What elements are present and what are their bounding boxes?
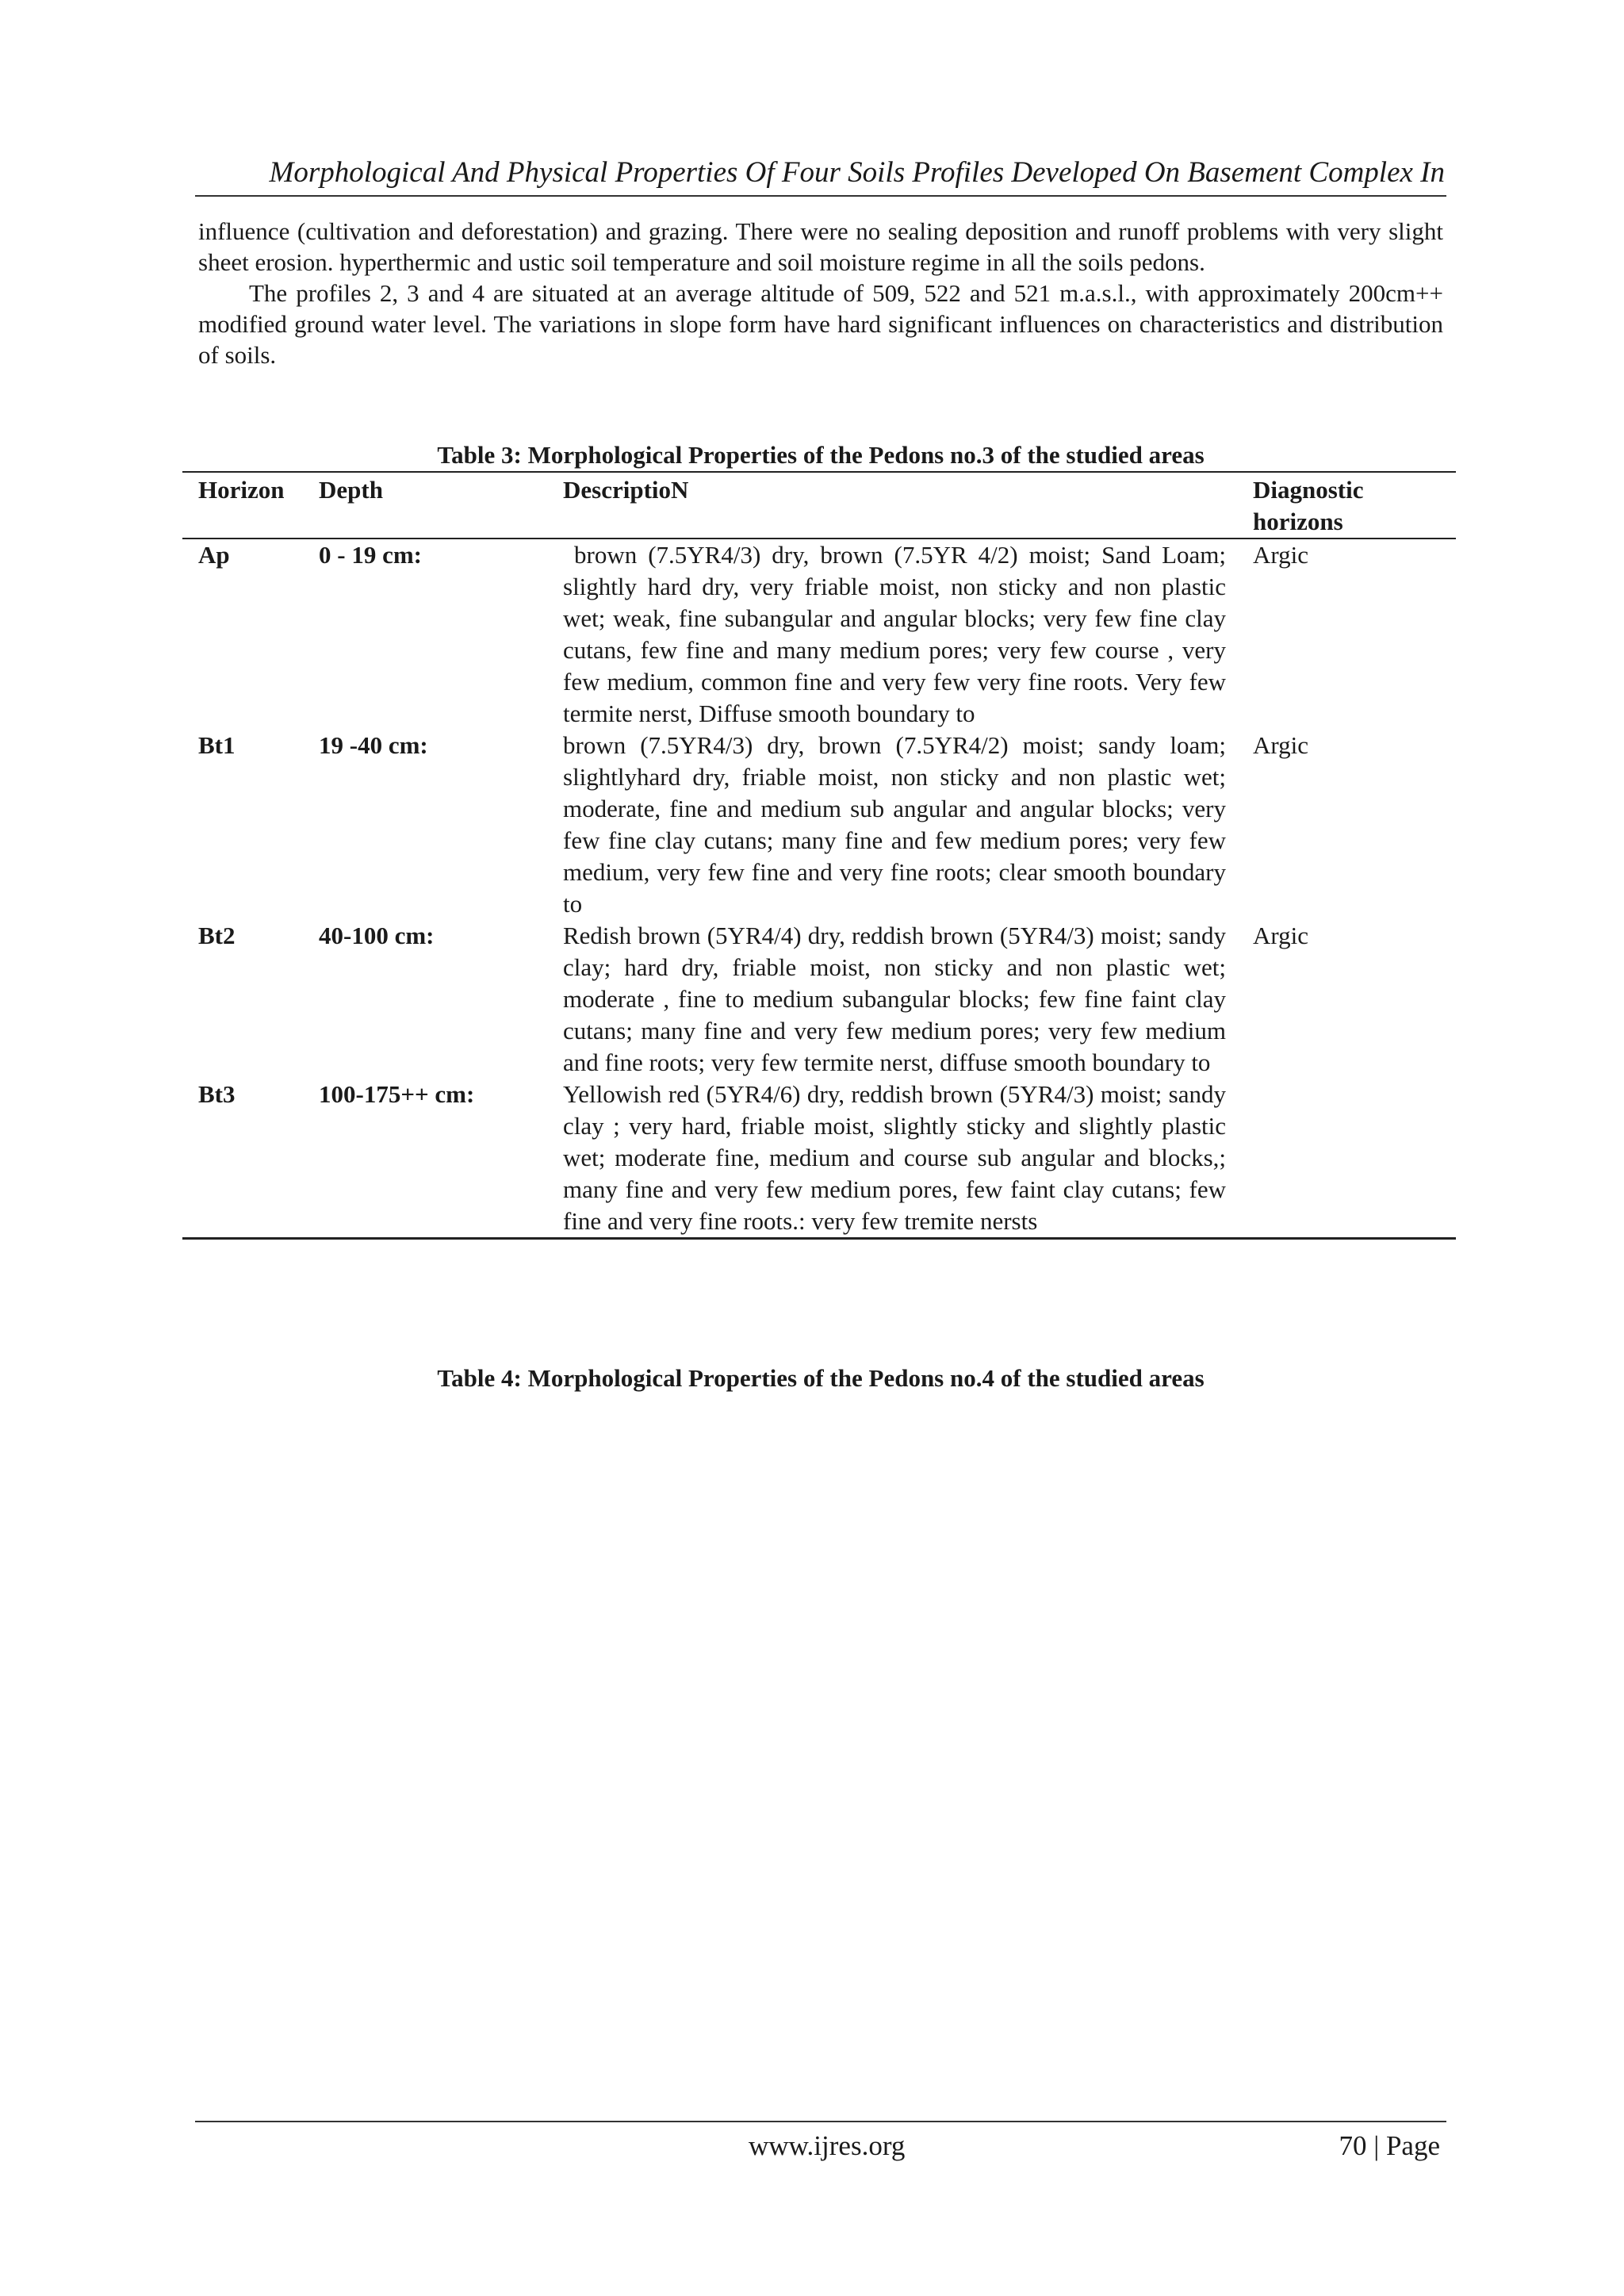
column-header-description: DescriptioN	[563, 472, 1253, 539]
body-paragraph: influence (cultivation and deforestation) and grazing. There were no sealing deposition and runoff problems with very slight sheet erosion. hyperthermic and ustic soil temperature and soil moisture regime in all the soils pedons.	[198, 217, 1443, 276]
cell-diagnostic: Argic	[1253, 731, 1309, 759]
table-row	[182, 1079, 1456, 1239]
footer-page-number: 70 | Page	[1339, 2130, 1440, 2161]
cell-description: Redish brown (5YR4/4) dry, reddish brown (5YR4/3) moist; sandy clay; hard dry, friable moist, non sticky and non plastic wet; moderate , fine to medium subangular blocks; few fine faint clay cutans; many fine and very few medium pores; very few medium and fine roots; very few termite nerst, diffuse smooth boundary to	[563, 922, 1226, 1076]
cell-diagnostic	[1253, 1079, 1456, 1239]
body-text	[198, 216, 1443, 370]
table-header-row	[182, 472, 1456, 539]
cell-description: brown (7.5YR4/3) dry, brown (7.5YR4/2) moist; sandy loam; slightlyhard dry, friable moist, non sticky and non plastic wet; moderate, fine and medium sub angular and angular blocks; very few fine clay cutans; many fine and few medium pores; very few medium, very few fine and very fine roots; clear smooth boundary to	[563, 731, 1226, 918]
cell-depth: 100-175++ cm:	[319, 1080, 475, 1108]
column-header-depth: Depth	[319, 472, 563, 539]
cell-description: Yellowish red (5YR4/6) dry, reddish brown (5YR4/3) moist; sandy clay ; very hard, friable moist, slightly sticky and slightly plastic wet; moderate fine, medium and course sub angular and blocks,; many fine and very few medium pores, few faint clay cutans; few fine and very fine roots.: very few tremite nersts	[563, 1080, 1226, 1235]
column-header-diagnostic: Diagnostic horizons	[1253, 472, 1456, 539]
cell-depth: 19 -40 cm:	[319, 731, 428, 759]
footer-site-link[interactable]: www.ijres.org	[749, 2130, 906, 2161]
cell-description: brown (7.5YR4/3) dry, brown (7.5YR 4/2) moist; Sand Loam; slightly hard dry, very friable moist, non sticky and non plastic wet; weak, fine subangular and angular blocks; very few fine clay cutans, few fine and many medium pores; very few course , very few medium, common fine and very few very fine roots. Very few termite nerst, Diffuse smooth boundary to	[563, 541, 1226, 727]
cell-horizon: Bt1	[198, 731, 236, 759]
footer-rule	[195, 2121, 1446, 2122]
body-paragraph: The profiles 2, 3 and 4 are situated at an average altitude of 509, 522 and 521 m.a.s.l., with approximately 200cm++ modified ground water level. The variations in slope form have hard significant influences on characteristics and distribution of soils.	[198, 279, 1443, 369]
cell-horizon: Bt3	[198, 1080, 236, 1108]
table4-caption: Table 4: Morphological Properties of the Pedons no.4 of the studied areas	[437, 1364, 1205, 1392]
header-rule	[195, 195, 1446, 197]
cell-depth: 0 - 19 cm:	[319, 541, 422, 569]
table3	[182, 471, 1456, 1240]
table3-caption: Table 3: Morphological Properties of the Pedons no.3 of the studied areas	[437, 441, 1205, 469]
cell-diagnostic: Argic	[1253, 541, 1309, 569]
cell-diagnostic: Argic	[1253, 922, 1309, 949]
cell-horizon: Ap	[198, 541, 230, 569]
table-row	[182, 920, 1456, 1079]
table-row	[182, 730, 1456, 920]
column-header-horizon: Horizon	[182, 472, 319, 539]
cell-depth: 40-100 cm:	[319, 922, 435, 949]
running-header: Morphological And Physical Properties Of Four Soils Profiles Developed On Basement Complex In	[269, 156, 1445, 189]
cell-horizon: Bt2	[198, 922, 236, 949]
table-row	[182, 539, 1456, 730]
